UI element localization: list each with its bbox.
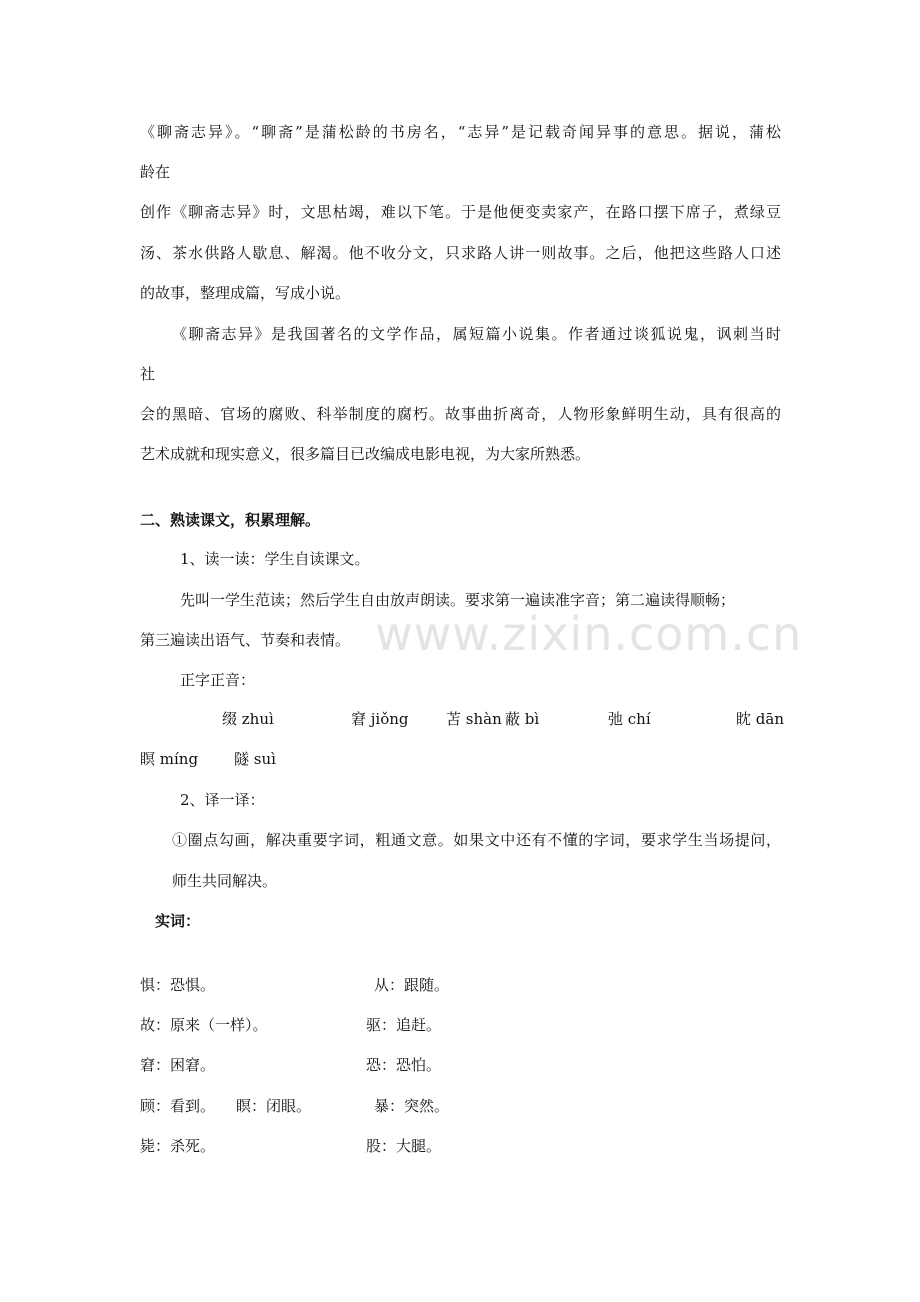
intro-line-8: 会的黑暗、官场的腐败、科举制度的腐朽。故事曲折离奇，人物形象鲜明生动，具有很高的 xyxy=(140,405,781,423)
pron-item: 眈 dān xyxy=(736,710,784,728)
pron-item: 瞑 míng xyxy=(140,750,199,768)
word-entry: 故：原来（一样）。 xyxy=(140,1016,268,1034)
pron-item: 蔽 bì xyxy=(505,710,540,728)
intro-line-4: 汤、茶水供路人歇息、解渴。他不收分文，只求路人讲一则故事。之后，他把这些路人口述 xyxy=(140,244,781,262)
step2-title: 2、译一译： xyxy=(180,791,265,809)
word-entry: 瞑：闭眼。 xyxy=(236,1097,312,1115)
word-entry: 驱：追赶。 xyxy=(366,1016,442,1034)
word-entry: 暴：突然。 xyxy=(374,1097,450,1115)
watermark: www.zixin.com.cn xyxy=(375,607,803,661)
pron-item: 缀 zhuì xyxy=(222,710,274,728)
pron-item: 隧 suì xyxy=(234,750,276,768)
pronunciation-label: 正字正音： xyxy=(180,671,256,689)
section-heading: 二、熟读课文，积累理解。 xyxy=(140,511,321,529)
pron-item: 窘 jiǒng xyxy=(351,710,409,728)
word-entry: 惧：恐惧。 xyxy=(140,976,216,994)
step1-line-1: 先叫一学生范读；然后学生自由放声朗读。要求第一遍读准字音；第二遍读得顺畅； xyxy=(180,591,736,609)
intro-line-2: 龄在 xyxy=(140,163,171,181)
intro-line-1: 《聊斋志异》。“聊斋”是蒲松龄的书房名，“志异”是记载奇闻异事的意思。据说，蒲松 xyxy=(140,123,781,141)
pron-item: 弛 chí xyxy=(608,710,651,728)
word-entry: 股：大腿。 xyxy=(366,1137,442,1155)
pron-item: 苫 shàn xyxy=(446,710,502,728)
intro-line-7: 社 xyxy=(140,365,156,383)
step2-line-1: ①圈点勾画，解决重要字词，粗通文意。如果文中还有不懂的字词，要求学生当场提问， xyxy=(172,831,781,849)
word-entry: 毙：杀死。 xyxy=(140,1137,216,1155)
word-entry: 窘：困窘。 xyxy=(140,1056,216,1074)
intro-line-6: 《聊斋志异》是我国著名的文学作品，属短篇小说集。作者通过谈狐说鬼，讽刺当时 xyxy=(172,325,781,343)
words-heading: 实词： xyxy=(155,912,201,930)
step1-title: 1、读一读：学生自读课文。 xyxy=(180,550,370,568)
intro-line-5: 的故事，整理成篇，写成小说。 xyxy=(140,284,351,302)
step1-line-2: 第三遍读出语气、节奏和表情。 xyxy=(140,631,351,649)
word-entry: 恐：恐怕。 xyxy=(366,1056,442,1074)
word-entry: 从：跟随。 xyxy=(374,976,450,994)
intro-line-9: 艺术成就和现实意义，很多篇目已改编成电影电视，为大家所熟悉。 xyxy=(140,445,591,463)
step2-line-2: 师生共同解决。 xyxy=(172,872,278,890)
word-entry: 顾：看到。 xyxy=(140,1097,216,1115)
intro-line-3: 创作《聊斋志异》时，文思枯竭，难以下笔。于是他便变卖家产，在路口摆下席子，煮绿豆 xyxy=(140,203,781,221)
